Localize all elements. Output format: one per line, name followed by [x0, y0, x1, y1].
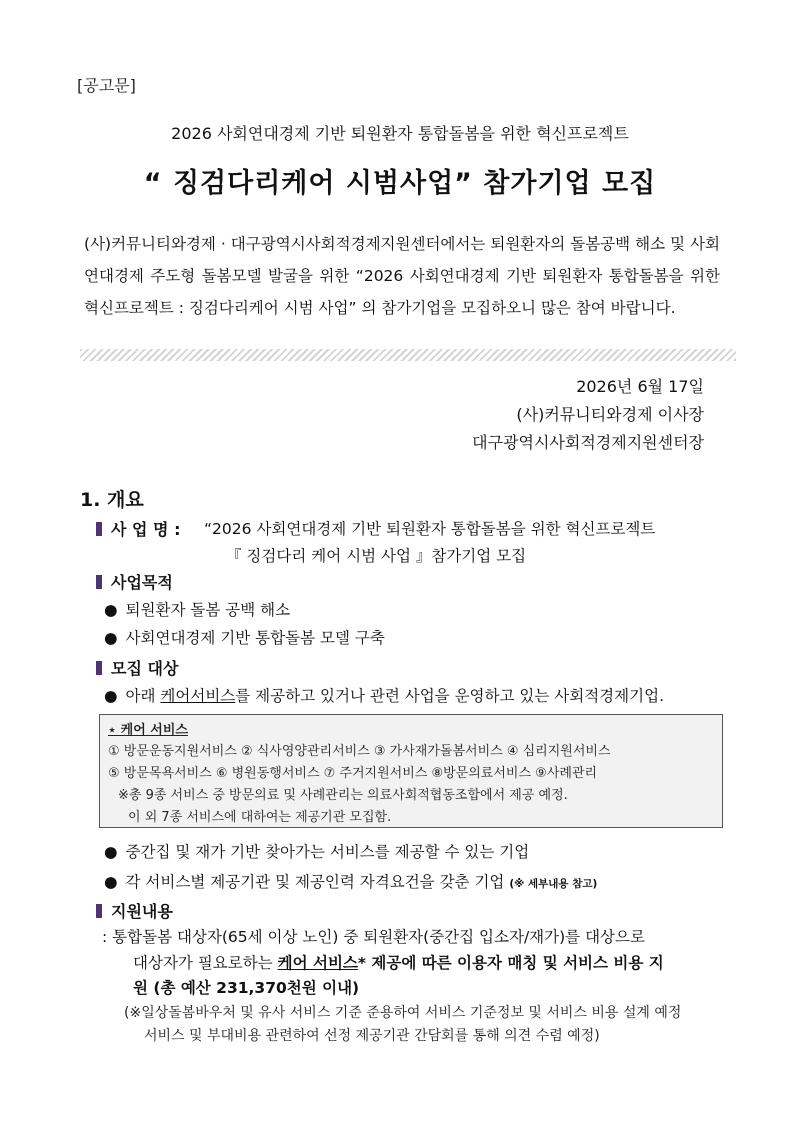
signer-community-economy: (사)커뮤니티와경제 이사장 — [516, 405, 704, 424]
care-box-heading: ⋆ 케어 서비스 — [108, 723, 188, 738]
bullet-icon: ● — [104, 601, 118, 619]
intro-paragraph: (사)커뮤니티와경제 · 대구광역시사회적경제지원센터에서는 퇴원환자의 돌봄공백 해소 및 사회연대경제 주도형 돌봄모델 발굴을 위한 “2026 사회연대경제 기반 퇴원환자 통합돌봄을 위한 혁신프로젝트 : 징검다리케어 시범 사업” 의 참가기업을 모집하오니 많은 참여 바랍니다. — [84, 235, 720, 317]
support-line: : 통합돌봄 대상자(65세 이상 노인) 중 퇴원환자(중간집 입소자/재가)를 대상으로 — [102, 928, 645, 946]
support-line — [133, 951, 664, 973]
target-item — [104, 684, 664, 706]
purpose-item — [104, 626, 385, 648]
project-name-line2: 『 징검다리 케어 시범 사업 』참가기업 모집 — [226, 547, 527, 565]
support-label: 지원내용 — [111, 902, 173, 921]
purpose-label: 사업목적 — [111, 573, 173, 592]
project-name-row — [96, 517, 180, 540]
target-item-text: 아래 — [125, 687, 161, 705]
support-heading — [96, 899, 173, 922]
document-title: “ 징검다리케어 시범사업” 참가기업 모집 — [143, 168, 657, 199]
section-marker-icon — [96, 522, 102, 536]
care-service-box — [99, 714, 723, 828]
care-box-line: ① 방문운동지원서비스 ② 식사영양관리서비스 ③ 가사재가돌봄서비스 ④ 심리지원서비스 — [108, 744, 611, 759]
announcement-date: 2026년 6월 17일 — [576, 377, 704, 396]
care-box-note: ※총 9종 서비스 중 방문의료 및 사례관리는 의료사회적협동조합에서 제공 예정. — [118, 788, 568, 803]
project-name-label: 사 업 명 : — [111, 520, 181, 539]
support-note: (※일상돌봄바우처 및 유사 서비스 기준 준용하여 서비스 기준정보 및 서비스 비용 설계 예정 — [124, 1005, 682, 1021]
support-note: 서비스 및 부대비용 관련하여 선정 제공기관 간담회를 통해 의견 수렴 예정) — [144, 1028, 600, 1044]
care-box-note: 이 외 7종 서비스에 대하여는 제공기관 모집함. — [128, 810, 392, 825]
target-label: 모집 대상 — [111, 659, 179, 678]
signer-support-center: 대구광역시사회적경제지원센터장 — [472, 433, 704, 452]
purpose-item — [104, 598, 290, 620]
document-subtitle: 2026 사회연대경제 기반 퇴원환자 통합돌봄을 위한 혁신프로젝트 — [171, 124, 629, 143]
care-service-term: 케어서비스 — [160, 687, 236, 705]
notice-tag: [공고문] — [72, 70, 141, 99]
purpose-item-text: 사회연대경제 기반 통합돌봄 모델 구축 — [125, 629, 385, 647]
detail-reference-note: (※ 세부내용 참고) — [509, 878, 598, 890]
section-marker-icon — [96, 661, 102, 675]
target-item — [104, 840, 529, 862]
section-heading-overview: 1. 개요 — [80, 489, 144, 511]
target-heading — [96, 656, 178, 679]
care-box-line: ⑤ 방문목욕서비스 ⑥ 병원동행서비스 ⑦ 주거지원서비스 ⑧방문의료서비스 ⑨사례관리 — [108, 766, 598, 781]
bullet-icon: ● — [104, 687, 118, 705]
support-text-bold: * 제공에 따른 이용자 매칭 및 서비스 비용 지 — [357, 954, 664, 972]
bullet-icon: ● — [104, 873, 118, 891]
bullet-icon: ● — [104, 629, 118, 647]
purpose-heading — [96, 570, 173, 593]
bullet-icon: ● — [104, 843, 118, 861]
purpose-item-text: 퇴원환자 돌봄 공백 해소 — [125, 601, 291, 619]
support-budget: 원 (총 예산 231,370천원 이내) — [133, 979, 360, 997]
project-name-line1: “2026 사회연대경제 기반 퇴원환자 통합돌봄을 위한 혁신프로젝트 — [204, 520, 656, 538]
care-service-term: 케어 서비스 — [277, 954, 358, 972]
section-marker-icon — [96, 575, 102, 589]
hatched-divider — [80, 349, 736, 361]
support-text: 대상자가 필요로하는 — [133, 954, 278, 972]
target-item-text: 각 서비스별 제공기관 및 제공인력 자격요건을 갖춘 기업 — [125, 873, 510, 891]
section-marker-icon — [96, 904, 102, 918]
target-item-text: 를 제공하고 있거나 관련 사업을 운영하고 있는 사회적경제기업. — [235, 687, 664, 705]
target-item — [104, 870, 597, 892]
target-item-text: 중간집 및 재가 기반 찾아가는 서비스를 제공할 수 있는 기업 — [125, 843, 530, 861]
